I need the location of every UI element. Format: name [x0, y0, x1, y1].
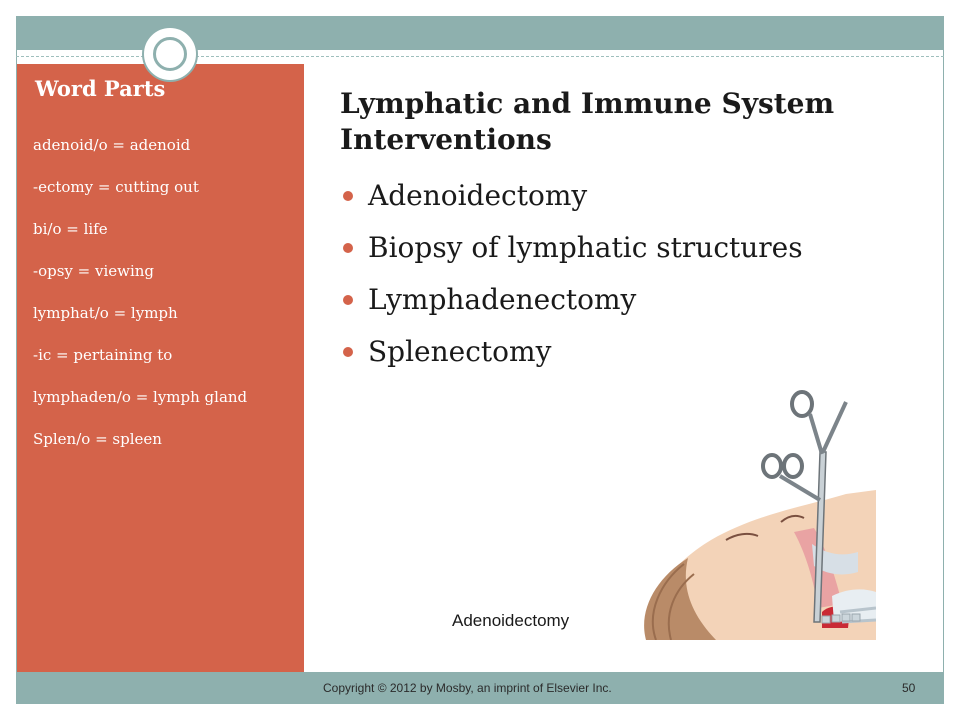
copyright-text: Copyright © 2012 by Mosby, an imprint of Elsevier Inc. [323, 681, 612, 695]
bullet-item [340, 228, 900, 280]
sidebar-title: Word Parts [35, 76, 166, 101]
word-part-item: bi/o = life [33, 220, 108, 238]
word-part-item: Splen/o = spleen [33, 430, 162, 448]
bullet-text: Lymphadenectomy [368, 283, 637, 316]
word-parts-list [33, 135, 273, 471]
interventions-list [340, 176, 900, 384]
bullet-item [340, 176, 900, 228]
circle-ornament-icon [142, 26, 198, 82]
word-part-item: lymphat/o = lymph [33, 304, 178, 322]
circle-ornament-inner [153, 37, 187, 71]
word-part-item: adenoid/o = adenoid [33, 136, 191, 154]
bullet-text: Biopsy of lymphatic structures [368, 231, 803, 264]
bullet-dot-icon [343, 243, 353, 253]
figure-caption: Adenoidectomy [452, 611, 570, 630]
word-part-item: -opsy = viewing [33, 262, 155, 280]
bullet-dot-icon [343, 347, 353, 357]
bullet-dot-icon [343, 295, 353, 305]
word-part-item: -ectomy = cutting out [33, 178, 199, 196]
bullet-item [340, 280, 900, 332]
word-part-item: -ic = pertaining to [33, 346, 173, 364]
slide-title: Lymphatic and Immune System Interventions [340, 87, 835, 156]
adenoidectomy-illustration [636, 382, 876, 640]
bullet-dot-icon [343, 191, 353, 201]
page-number: 50 [902, 681, 916, 695]
bullet-text: Adenoidectomy [368, 179, 588, 212]
word-part-item: lymphaden/o = lymph gland [33, 388, 248, 406]
bullet-item [340, 332, 900, 384]
bullet-text: Splenectomy [368, 335, 552, 368]
